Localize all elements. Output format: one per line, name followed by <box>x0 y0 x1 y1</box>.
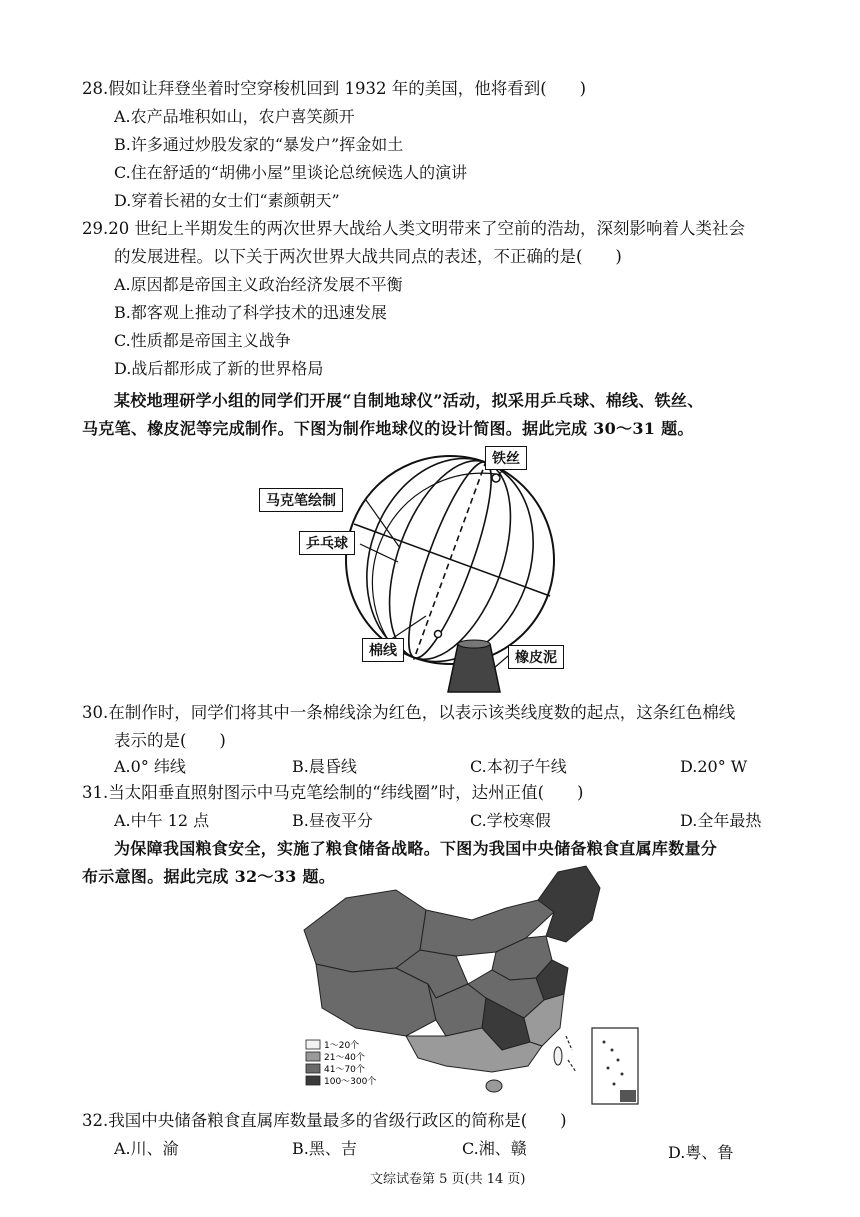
intro-30-line2: 马克笔、橡皮泥等完成制作。下图为制作地球仪的设计简图。据此完成 30～31 题。 <box>82 419 694 438</box>
q32-option-a: A.川、渝 <box>114 1139 179 1158</box>
map-region <box>554 1047 562 1065</box>
map-region <box>538 866 600 942</box>
q31-option-b: B.昼夜平分 <box>292 811 373 830</box>
legend-swatch-3 <box>306 1064 320 1073</box>
legend-swatch-2 <box>306 1052 320 1061</box>
q31-stem: 31.当太阳垂直照射图示中马克笔绘制的“纬线圈”时，达州正值( ) <box>82 783 584 802</box>
q30-option-a: A.0° 纬线 <box>114 757 186 776</box>
q29-option-a: A.原因都是帝国主义政治经济发展不平衡 <box>114 275 403 294</box>
legend-swatch-1 <box>306 1040 320 1049</box>
legend-label-4: 100～300个 <box>324 1077 377 1087</box>
legend-label-3: 41～70个 <box>324 1065 365 1075</box>
q28-option-c: C.住在舒适的“胡佛小屋”里谈论总统候选人的演讲 <box>114 163 468 182</box>
q30-stem-line2: 表示的是( ) <box>114 731 226 750</box>
clay-base <box>448 644 500 692</box>
q29-option-c: C.性质都是帝国主义战争 <box>114 331 291 350</box>
q28-option-a: A.农产品堆积如山，农户喜笑颜开 <box>114 107 355 126</box>
page-footer: 文综试卷第 5 页(共 14 页) <box>370 1172 526 1187</box>
label-marker: 马克笔绘制 <box>259 488 343 512</box>
q28-option-b: B.许多通过炒股发家的“暴发户”挥金如土 <box>114 135 404 154</box>
q29-option-d: D.战后都形成了新的世界格局 <box>114 359 324 378</box>
q30-stem-line1: 30.在制作时，同学们将其中一条棉线涂为红色，以表示该类线度数的起点，这条红色棉线 <box>82 703 736 722</box>
q28-stem: 28.假如让拜登坐着时空穿梭机回到 1932 年的美国，他将看到( ) <box>82 79 587 98</box>
wire-bottom-knob <box>435 631 442 638</box>
china-grain-map <box>296 860 656 1110</box>
legend-label-2: 21～40个 <box>324 1053 365 1063</box>
q31-option-a: A.中午 12 点 <box>114 811 210 830</box>
label-wire: 铁丝 <box>485 446 527 470</box>
q30-option-b: B.晨昏线 <box>292 757 357 776</box>
q32-option-b: B.黑、吉 <box>292 1139 357 1158</box>
q29-option-b: B.都客观上推动了科学技术的迅速发展 <box>114 303 387 322</box>
label-cotton: 棉线 <box>362 638 404 662</box>
q32-stem: 32.我国中央储备粮食直属库数量最多的省级行政区的简称是( ) <box>82 1111 567 1130</box>
map-region <box>486 1080 502 1092</box>
q30-option-c: C.本初子午线 <box>470 757 567 776</box>
intro-30-line1: 某校地理研学小组的同学们开展“自制地球仪”活动，拟采用乒乓球、棉线、铁丝、 <box>114 391 704 410</box>
intro-32-line2: 布示意图。据此完成 32～33 题。 <box>82 867 336 886</box>
q32-option-c: C.湘、赣 <box>462 1139 527 1158</box>
q29-stem-line2: 的发展进程。以下关于两次世界大战共同点的表述，不正确的是( ) <box>114 247 622 266</box>
q31-option-d: D.全年最热 <box>680 811 762 830</box>
label-pingpong: 乒乓球 <box>299 531 355 555</box>
map-legend <box>306 1039 376 1087</box>
q32-option-d: D.粤、鲁 <box>668 1143 734 1162</box>
q28-option-d: D.穿着长裙的女士们“素颜朝天” <box>114 191 340 210</box>
q30-option-d: D.20° W <box>680 757 748 776</box>
legend-label-1: 1～20个 <box>324 1041 360 1051</box>
legend-swatch-4 <box>306 1076 320 1085</box>
intro-32-line1: 为保障我国粮食安全，实施了粮食储备战略。下图为我国中央储备粮食直属库数量分 <box>114 839 718 858</box>
q31-option-c: C.学校寒假 <box>470 811 551 830</box>
label-clay: 橡皮泥 <box>508 645 564 669</box>
q29-stem-line1: 29.20 世纪上半期发生的两次世界大战给人类文明带来了空前的浩劫，深刻影响着人类社会 <box>82 219 745 238</box>
